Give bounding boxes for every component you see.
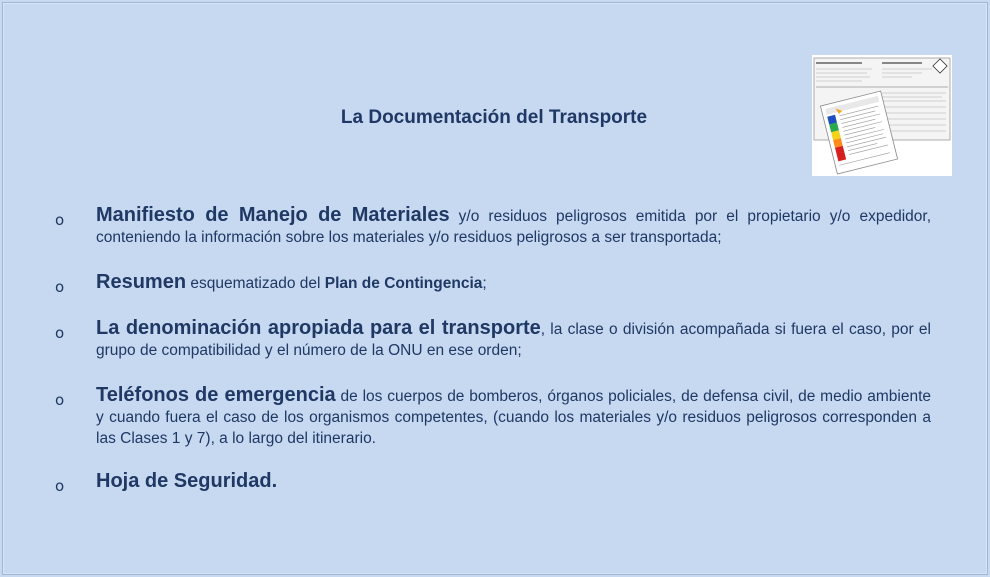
- item-text: [96, 272, 931, 294]
- bullet-marker: o: [55, 391, 65, 409]
- item-lead: Resumen: [96, 271, 187, 293]
- slide: [2, 2, 988, 575]
- safety-data-sheet-image: [812, 55, 952, 176]
- item-text: [96, 471, 931, 493]
- item-lead: Teléfonos de emergencia: [96, 384, 336, 406]
- item-lead: Manifiesto de Manejo de Materiales: [96, 204, 450, 226]
- item-text: [96, 205, 931, 248]
- item-text: [96, 318, 931, 361]
- item-text: [96, 385, 931, 449]
- item-body-bold: Plan de Contingencia: [324, 275, 483, 292]
- bullet-marker: o: [55, 477, 65, 495]
- item-body-end: ;: [482, 275, 487, 292]
- item-body: esquematizado del: [186, 275, 325, 292]
- document-icon: [812, 55, 952, 176]
- bullet-marker: o: [55, 278, 65, 296]
- slide-title: La Documentación del Transporte: [340, 107, 648, 128]
- item-body: , la clase o división acompañada si fuera el caso, por el grupo de compatibilidad y el número de la ONU en ese orden;: [96, 321, 931, 359]
- item-lead: La denominación apropiada para el transporte: [96, 317, 541, 339]
- item-body: y/o residuos peligrosos emitida por el propietario y/o expedidor, conteniendo la información sobre los materiales y/o residuos peligrosos a ser transportada;: [96, 208, 932, 246]
- bullet-marker: o: [55, 324, 65, 342]
- item-lead: Hoja de Seguridad.: [96, 470, 278, 492]
- item-body: de los cuerpos de bomberos, órganos policiales, de defensa civil, de medio ambiente y cuando fuera el caso de los organismos competentes, (cuando los materiales y/o residuos peligrosos corresponden a las Clases 1 y 7), a lo largo del itinerario.: [96, 388, 931, 447]
- bullet-marker: o: [55, 211, 65, 229]
